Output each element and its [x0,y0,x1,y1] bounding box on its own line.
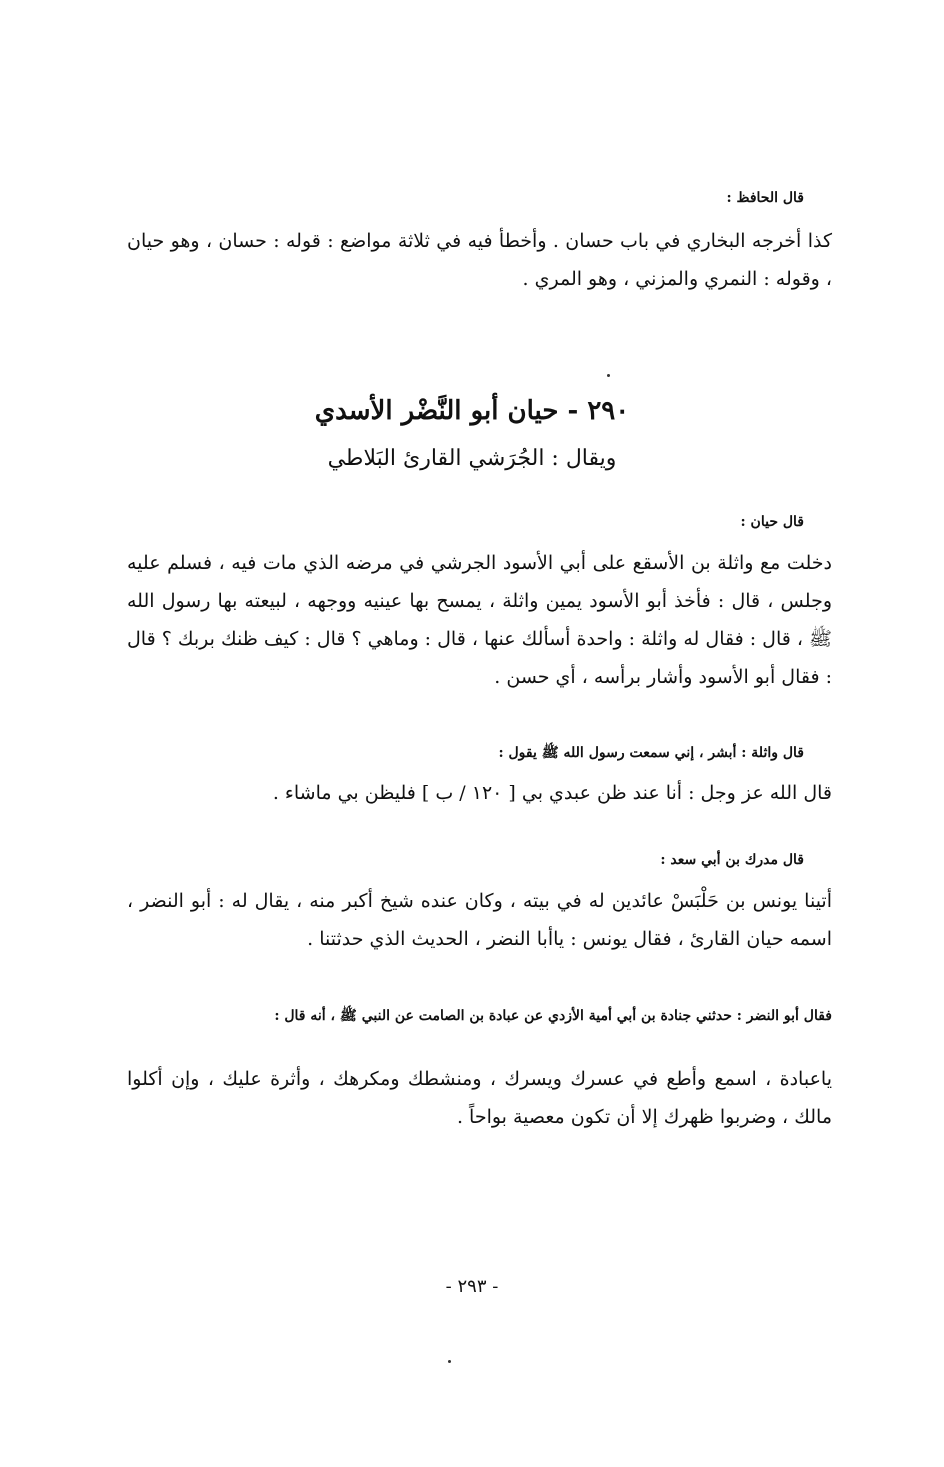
entry-title: ٢٩٠ - حيان أبو النَّضْر الأسدي [314,396,630,426]
paragraph-hafiz: كذا أخرجه البخاري في باب حسان . وأخطأ فيه في ثلاثة مواضع : قوله : حسان ، وهو حيان ، وقوله : النمري والمزني ، وهو المري . [127,230,832,290]
label-wathila: قال واثلة : أبشر ، إني سمعت رسول الله ﷺ يقول : [498,745,804,761]
paragraph-abu-nadr: ياعبادة ، اسمع وأطع في عسرك ويسرك ، ومنشطك ومكرهك ، وأثرة عليك ، وإن أكلوا مالك ، وضربوا ظهرك إلا أن تكون معصية بواحاً . [127,1068,832,1128]
label-hayyan: قال حيان : [740,514,804,530]
paragraph-hayyan: دخلت مع واثلة بن الأسقع على أبي الأسود الجرشي في مرضه الذي مات فيه ، فسلم عليه وجلس ، قال : فأخذ أبو الأسود يمين واثلة ، يمسح بها عينيه ووجهه ، لبيعته بها رسول الله ﷺ ، قال : فقال له واثلة : واحدة أسألك عنها ، قال : وماهي ؟ قال : كيف ظنك بربك ؟ قال : فقال أبو الأسود وأشار برأسه ، أي حسن . [127,552,832,688]
label-hafiz: قال الحافظ : [726,190,804,206]
entry-subtitle: ويقال : الجُرَشي القارئ البَلاطي [327,446,617,471]
label-mudrik: قال مدرك بن أبي سعد : [660,852,804,868]
stray-mark [607,374,610,377]
label-abu-nadr: فقال أبو النضر : حدثني جنادة بن أبي أمية الأزدي عن عبادة بن الصامت عن النبي ﷺ ، أنه قال : [274,1008,832,1024]
paragraph-mudrik: أتينا يونس بن حَلْبَسْ عائدين له في بيته ، وكان عنده شيخ أكبر منه ، يقال له : أبو النضر ، اسمه حيان القارئ ، فقال يونس : ياأبا النضر ، الحديث الذي حدثتنا . [127,890,832,950]
stray-mark [448,1360,451,1363]
paragraph-wathila: قال الله عز وجل : أنا عند ظن عبدي بي [ ١٢٠ / ب ] فليظن بي ماشاء . [272,782,832,804]
page-number: - ٢٩٣ - [445,1276,499,1297]
